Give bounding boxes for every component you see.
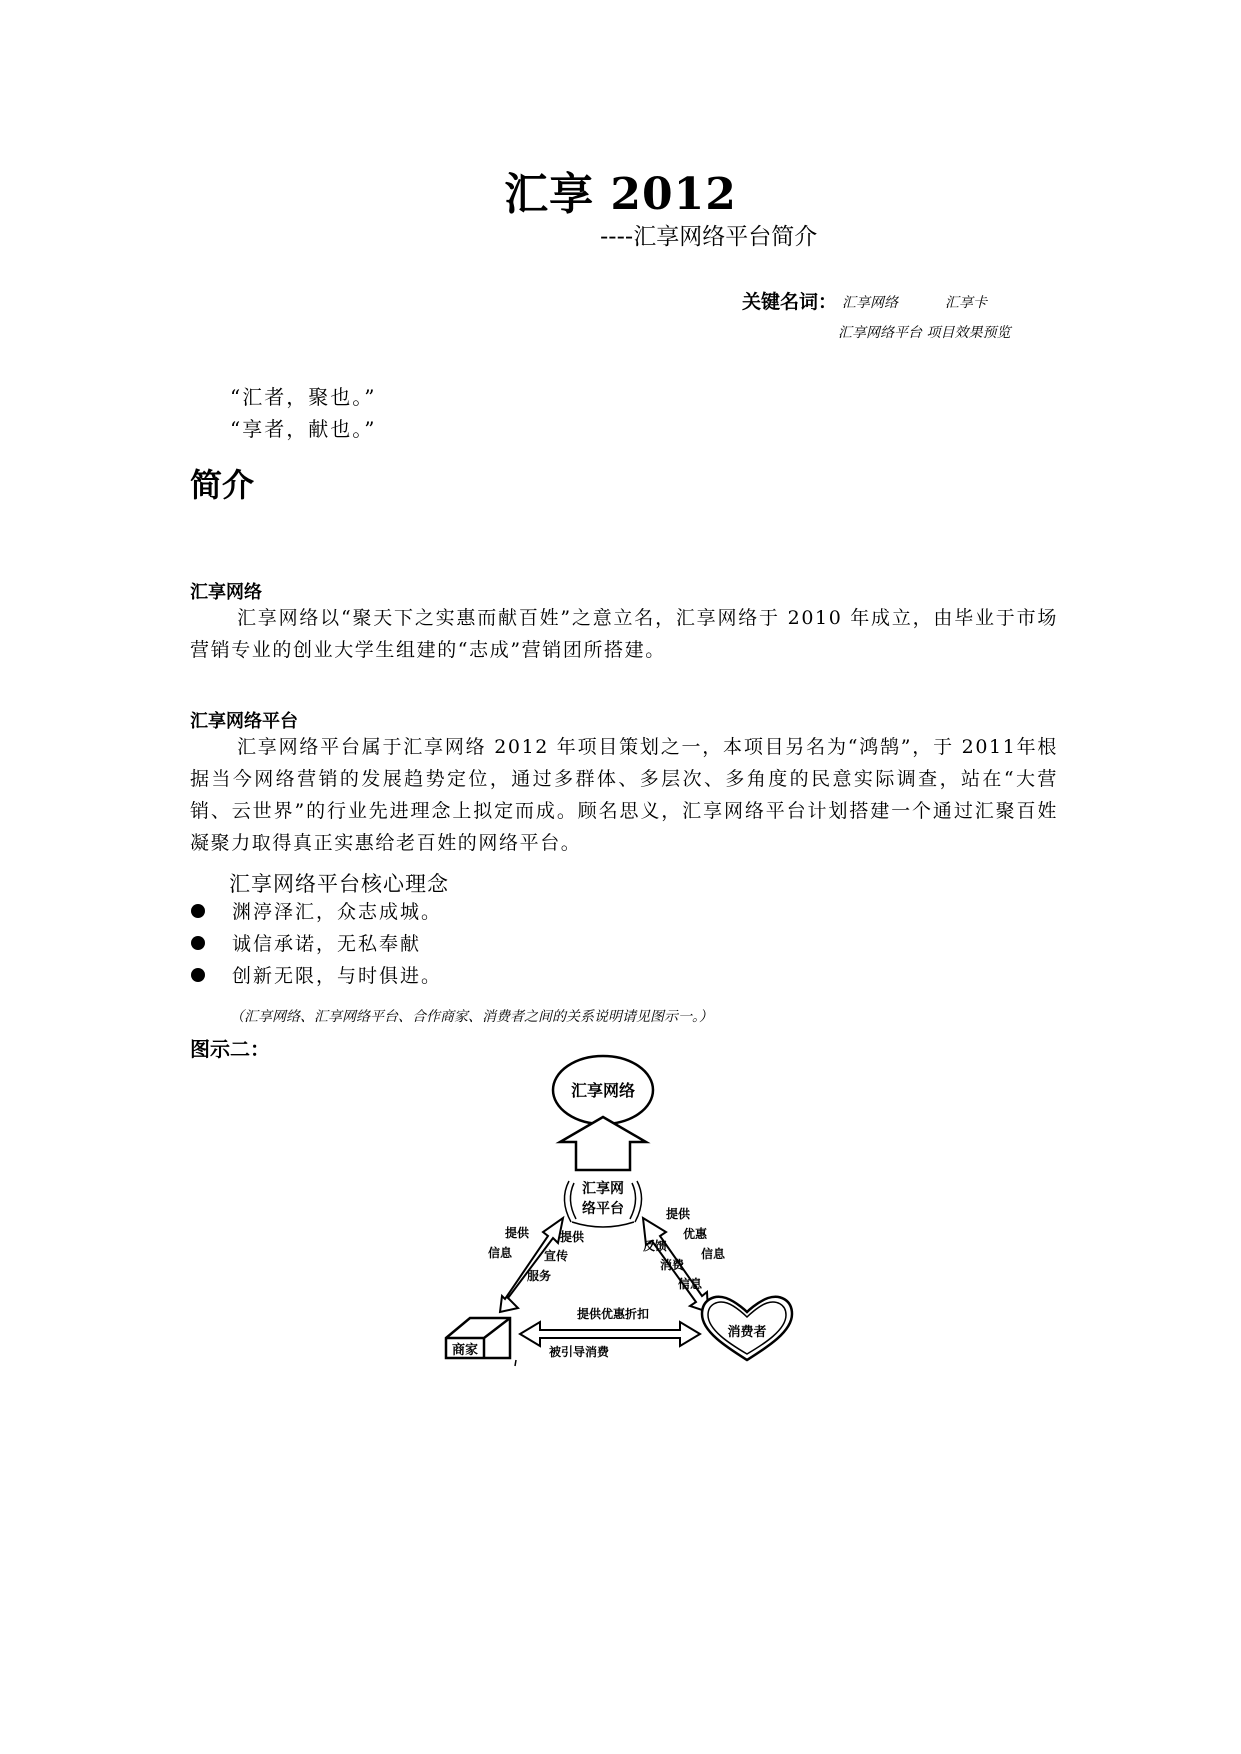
core-concepts-title: 汇享网络平台核心理念 (229, 872, 449, 896)
keywords-label: 关键名词： (742, 291, 838, 313)
section-paragraph: 汇享网络以“聚天下之实惠而献百姓”之意立名，汇享网络于 2010 年成立，由毕业于市场营销专业的创业大学生组建的“志成”营销团所搭建。 (190, 607, 1058, 661)
arrow-label: 提供 (560, 1230, 585, 1244)
wave-icon (572, 1222, 634, 1227)
bullet-item: 渊渟泽汇，众志成城。 (232, 901, 443, 923)
wave-icon (570, 1183, 576, 1219)
arrow-label: 宣传 (544, 1249, 569, 1263)
quote-line: “汇者，聚也。” (230, 385, 377, 409)
section-heading: 汇享网络 (190, 582, 262, 603)
wave-icon (630, 1183, 636, 1219)
figure-note: （汇享网络、汇享网络平台、合作商家、消费者之间的关系说明请见图示一。） (230, 1009, 713, 1025)
arrow-label: 信息 (488, 1246, 513, 1260)
arrow-label: 被引导消费 (549, 1345, 610, 1359)
bullet-item: 创新无限，与时俱进。 (232, 965, 443, 987)
network-node-label: 汇享网络 (570, 1081, 636, 1100)
consumer-node-label: 消费者 (727, 1325, 767, 1340)
keyword-item: 汇享卡 (945, 295, 987, 311)
section-paragraph: 汇享网络平台属于汇享网络 2012 年项目策划之一，本项目另名为“鸿鹄”，于 2011年根据当今网络营销的发展趋势定位，通过多群体、多层次、多角度的民意实际调查，站在“大营销、云世界”的行业先进理念上拟定而成。顾名思义，汇享网络平台计划搭建一个通过汇聚百姓凝聚力取得真正实惠给老百姓的网络平台。 (190, 736, 1059, 854)
arrow-label: 提供 (505, 1226, 530, 1240)
section-heading: 汇享网络平台 (190, 711, 298, 732)
arrow-label: 优惠 (683, 1227, 708, 1241)
figure-label: 图示二： (190, 1037, 270, 1061)
section-title: 简介 (190, 466, 255, 504)
platform-node-label: 汇享网 (582, 1181, 624, 1197)
bullet-item: 诚信承诺，无私奉献 (232, 933, 422, 955)
keyword-item: 汇享网络平台 项目效果预览 (838, 325, 1011, 341)
keyword-item: 汇享网络 (842, 295, 898, 311)
merchant-node-label: 商家 (451, 1343, 479, 1358)
platform-node-label: 络平台 (582, 1201, 624, 1217)
document-title: 汇享 2012 (504, 169, 737, 220)
arrow-label: 信息 (678, 1277, 703, 1291)
arrow-label: 服务 (527, 1269, 552, 1283)
bottom-double-arrow-icon (520, 1322, 700, 1346)
arrow-label: 反馈 (643, 1239, 668, 1253)
arrow-label: 消费 (660, 1258, 685, 1272)
arrow-label: 提供优惠折扣 (577, 1307, 650, 1321)
up-arrow-icon (560, 1117, 646, 1170)
quote-line: “享者，献也。” (230, 417, 377, 441)
arrow-label: 信息 (701, 1247, 726, 1261)
arrow-label: 提供 (666, 1207, 691, 1221)
document-subtitle: ----汇享网络平台简介 (600, 224, 818, 250)
